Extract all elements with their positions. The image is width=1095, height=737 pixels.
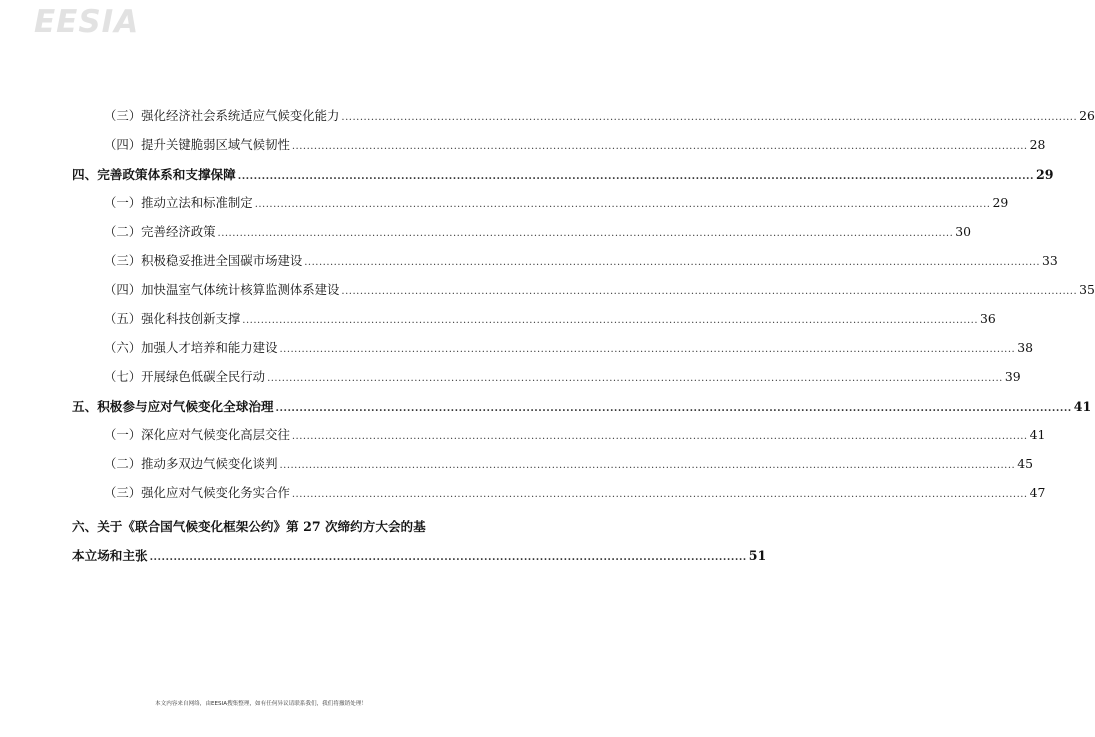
dot-leader: ........................................................................................................................................................................................................	[254, 199, 991, 210]
dot-leader: ........................................................................................................................................................................................................	[304, 257, 1040, 268]
toc-entry[interactable]	[72, 483, 1046, 512]
toc-entry[interactable]	[72, 309, 996, 338]
footer-disclaimer: 本文内容来自网络，由EESIA搜集整理，如有任何异议请联系我们，我们将撤销处理！	[155, 701, 367, 707]
toc-entry-label: 四、完善政策体系和支撑保障	[72, 167, 236, 182]
toc-entry-label-line1: 六、关于《联合国气候变化框架公约》第 27 次缔约方大会的基	[72, 519, 426, 534]
dot-leader: ........................................................................................................................................................................................................	[237, 171, 1035, 182]
toc-entry[interactable]	[72, 425, 1046, 454]
toc-entry-page: 33	[1042, 253, 1058, 268]
toc-entry-label: （六）加强人才培养和能力建设	[104, 340, 278, 355]
dot-leader: ........................................................................................................................................................................................................	[267, 373, 1003, 384]
toc-entry-page: 26	[1079, 108, 1095, 123]
toc-entry-page: 45	[1017, 456, 1033, 471]
toc-entry-page: 41	[1073, 399, 1092, 414]
toc-entry-label: （一）深化应对气候变化高层交往	[104, 427, 290, 442]
toc-entry[interactable]	[72, 367, 1021, 396]
toc-entry[interactable]	[72, 396, 1092, 425]
dot-leader: ........................................................................................................................................................................................................	[341, 286, 1078, 297]
toc-entry[interactable]	[72, 251, 1058, 280]
toc-entry-page: 41	[1029, 427, 1046, 442]
toc-entry[interactable]	[72, 222, 972, 251]
toc-entry-page: 29	[992, 195, 1009, 210]
toc-entry-section-6[interactable]	[72, 512, 767, 572]
toc-entry[interactable]	[72, 454, 1033, 483]
toc-entry[interactable]	[72, 338, 1033, 367]
toc-entry-label: （三）积极稳妥推进全国碳市场建设	[104, 253, 303, 268]
toc-entry-page: 51	[748, 548, 767, 563]
toc-entry-page: 30	[955, 224, 972, 239]
toc-entry-page: 38	[1017, 340, 1033, 355]
table-of-contents	[72, 106, 1095, 572]
dot-leader: ........................................................................................................................................................................................................	[341, 112, 1078, 123]
dot-leader: ........................................................................................................................................................................................................	[291, 431, 1028, 442]
toc-entry-label: （三）强化经济社会系统适应气候变化能力	[104, 108, 340, 123]
toc-entry-page: 35	[1079, 282, 1095, 297]
toc-entry[interactable]	[72, 135, 1046, 164]
dot-leader: ........................................................................................................................................................................................................	[279, 460, 1016, 471]
toc-entry[interactable]	[72, 280, 1095, 309]
toc-entry[interactable]	[72, 193, 1009, 222]
dot-leader: ........................................................................................................................................................................................................	[279, 344, 1016, 355]
dot-leader: ........................................................................................................................................................................................................	[242, 315, 979, 326]
eesia-logo: EESIA	[34, 4, 140, 40]
toc-entry-page: 29	[1036, 167, 1054, 182]
toc-entry[interactable]	[72, 164, 1054, 193]
dot-leader: ........................................................................................................................................................................................................	[275, 403, 1072, 414]
dot-leader: ........................................................................................................................................................................................................	[217, 228, 954, 239]
toc-entry-label: （五）强化科技创新支撑	[104, 311, 241, 326]
toc-entry-label-line2: 本立场和主张	[72, 548, 148, 563]
dot-leader: ........................................................................................................................................................................................................	[291, 489, 1028, 500]
toc-entry-page: 36	[980, 311, 996, 326]
toc-entry-page: 47	[1029, 485, 1046, 500]
toc-entry-label: （七）开展绿色低碳全民行动	[104, 369, 266, 384]
dot-leader: ......................................................................................................................................................	[149, 552, 747, 563]
toc-entry-label: （四）提升关键脆弱区域气候韧性	[104, 137, 290, 152]
toc-entry-label: 五、积极参与应对气候变化全球治理	[72, 399, 274, 414]
toc-entry-label: （一）推动立法和标准制定	[104, 195, 253, 210]
toc-entry-page: 39	[1004, 369, 1021, 384]
toc-entry[interactable]	[72, 106, 1095, 135]
toc-entry-label: （二）完善经济政策	[104, 224, 216, 239]
dot-leader: ........................................................................................................................................................................................................	[291, 141, 1028, 152]
toc-entry-label: （四）加快温室气体统计核算监测体系建设	[104, 282, 340, 297]
toc-entry-label: （三）强化应对气候变化务实合作	[104, 485, 290, 500]
toc-entry-label: （二）推动多双边气候变化谈判	[104, 456, 278, 471]
toc-entry-page: 28	[1029, 137, 1046, 152]
